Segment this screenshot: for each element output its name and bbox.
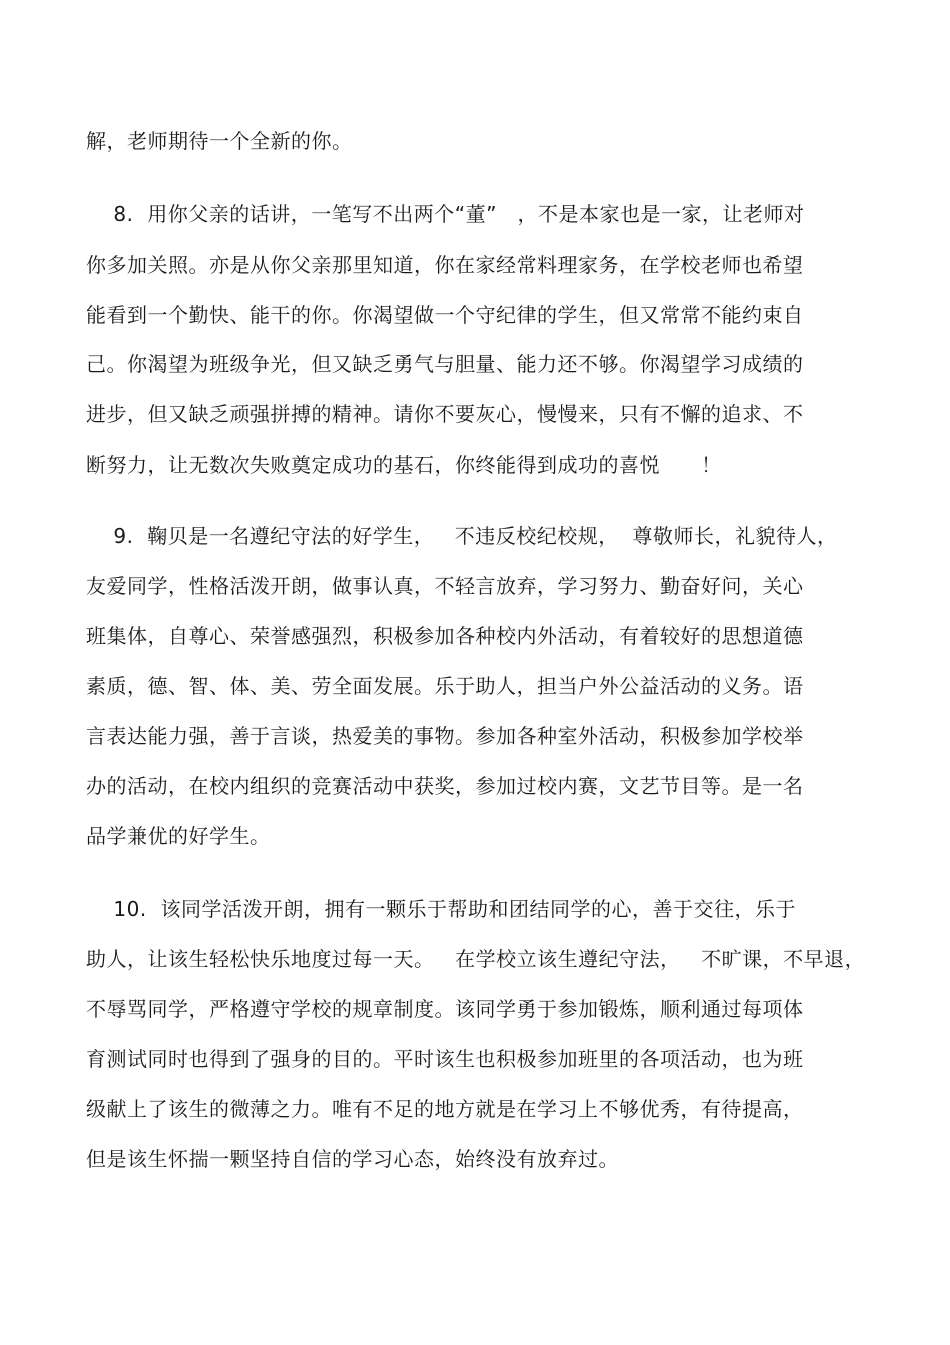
text-line: 不辱骂同学，严格遵守学校的规章制度。该同学勇于参加锻炼，顺利通过每项体 (86, 997, 804, 1021)
text-line: 言表达能力强，善于言谈，热爱美的事物。参加各种室外活动，积极参加学校举 (86, 724, 804, 748)
text-line: 素质，德、智、体、美、劳全面发展。乐于助人，担当户外公益活动的义务。语 (86, 674, 804, 698)
text-line: 友爱同学，性格活泼开朗，做事认真，不轻言放弃，学习努力、勤奋好问，关心 (86, 574, 804, 598)
text-line: 10. 该同学活泼开朗，拥有一颗乐于帮助和团结同学的心，善于交往，乐于 (86, 897, 796, 921)
text-line: 己。你渴望为班级争光，但又缺乏勇气与胆量、能力还不够。你渴望学习成绩的 (86, 352, 804, 376)
text-line: 育测试同时也得到了强身的目的。平时该生也积极参加班里的各项活动，也为班 (86, 1047, 804, 1071)
text-line: 助人，让该生轻松快乐地度过每一天。 在学校立该生遵纪守法， 不旷课，不早退， (86, 947, 866, 971)
text-line: 办的活动，在校内组织的竞赛活动中获奖，参加过校内赛，文艺节目等。是一名 (86, 774, 804, 798)
text-line: 进步，但又缺乏顽强拼搏的精神。请你不要灰心，慢慢来，只有不懈的追求、不 (86, 402, 804, 426)
text-line: 断努力，让无数次失败奠定成功的基石，你终能得到成功的喜悦 ！ (86, 453, 722, 477)
text-line: 解，老师期待一个全新的你。 (86, 129, 353, 153)
text-line: 班集体，自尊心、荣誉感强烈，积极参加各种校内外活动，有着较好的思想道德 (86, 624, 804, 648)
text-line: 你多加关照。亦是从你父亲那里知道，你在家经常料理家务，在学校老师也希望 (86, 253, 804, 277)
text-line: 能看到一个勤快、能干的你。你渴望做一个守纪律的学生，但又常常不能约束自 (86, 303, 804, 327)
text-line: 品学兼优的好学生。 (86, 824, 271, 848)
text-line: 9. 鞠贝是一名遵纪守法的好学生， 不违反校纪校规， 尊敬师长，礼貌待人， (86, 524, 838, 548)
text-line: 但是该生怀揣一颗坚持自信的学习心态，始终没有放弃过。 (86, 1147, 619, 1171)
text-line: 级献上了该生的微薄之力。唯有不足的地方就是在学习上不够优秀，有待提高， (86, 1097, 804, 1121)
text-line: 8. 用你父亲的话讲，一笔写不出两个“董” ，不是本家也是一家，让老师对 (86, 202, 805, 226)
